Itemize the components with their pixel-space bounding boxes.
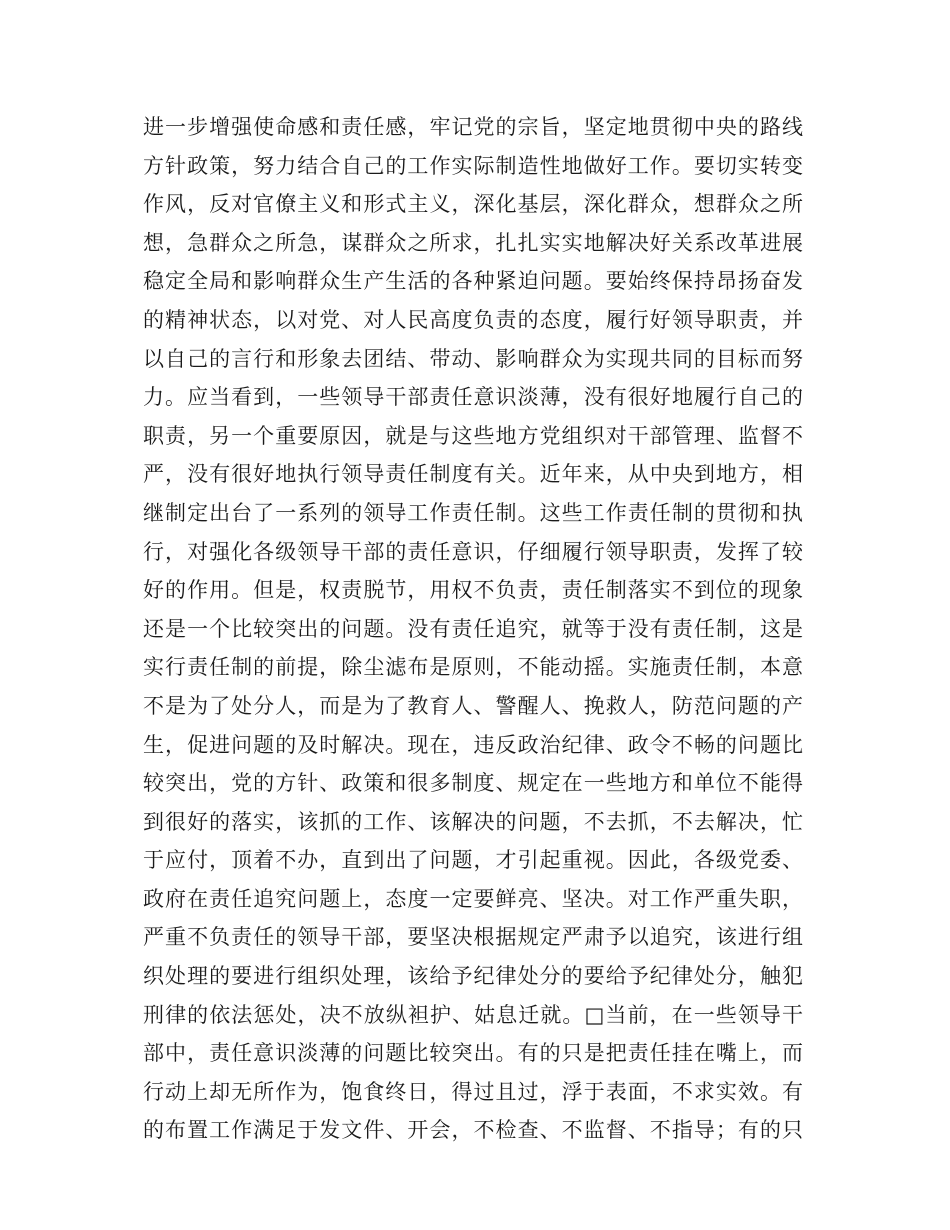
text-line: 以自己的言行和形象去团结、带动、影响群众为实现共同的目标而努 (143, 346, 803, 371)
text-line: 力。应当看到，一些领导干部责任意识淡薄，没有很好地履行自己的 (143, 385, 803, 410)
text-line: 想，急群众之所急，谋群众之所求，扎扎实实地解决好关系改革进展 (143, 230, 803, 255)
text-line: 行动上却无所作为，饱食终日，得过且过，浮于表面，不求实效。有 (143, 1079, 803, 1104)
text-line: 进一步增强使命感和责任感，牢记党的宗旨，坚定地贯彻中央的路线 (143, 115, 803, 139)
text-line: 方针政策，努力结合自己的工作实际制造性地做好工作。要切实转变 (143, 153, 803, 178)
text-line: 的精神状态，以对党、对人民高度负责的态度，履行好领导职责，并 (143, 307, 803, 332)
text-line: 政府在责任追究问题上，态度一定要鲜亮、坚决。对工作严重失职， (143, 886, 803, 911)
text-line: 行，对强化各级领导干部的责任意识，仔细履行领导职责，发挥了较 (143, 539, 803, 564)
text-line: 职责，另一个重要原因，就是与这些地方党组织对干部管理、监督不 (143, 423, 803, 448)
text-line: 织处理的要进行组织处理，该给予纪律处分的要给予纪律处分，触犯 (143, 964, 803, 989)
text-line: 严重不负责任的领导干部，要坚决根据规定严肃予以追究，该进行组 (143, 925, 803, 950)
text-line: 较突出，党的方针、政策和很多制度、规定在一些地方和单位不能得 (143, 771, 803, 796)
text-line: 到很好的落实，该抓的工作、该解决的问题，不去抓，不去解决，忙 (143, 809, 803, 834)
text-line: 生，促进问题的及时解决。现在，违反政治纪律、政令不畅的问题比 (143, 732, 803, 757)
body-paragraph (143, 108, 803, 1150)
text-line: 实行责任制的前提，除尘滤布是原则，不能动摇。实施责任制，本意 (143, 655, 803, 680)
text-line: 于应付，顶着不办，直到出了问题，才引起重视。因此，各级党委、 (143, 848, 803, 873)
text-line: 部中，责任意识淡薄的问题比较突出。有的只是把责任挂在嘴上，而 (143, 1041, 803, 1066)
text-line: 不是为了处分人，而是为了教育人、警醒人、挽救人，防范问题的产 (143, 693, 803, 718)
text-line: 继制定出台了一系列的领导工作责任制。这些工作责任制的贯彻和执 (143, 500, 803, 525)
text-line: 还是一个比较突出的问题。没有责任追究，就等于没有责任制，这是 (143, 616, 803, 641)
text-line: 好的作用。但是，权责脱节，用权不负责，责任制落实不到位的现象 (143, 578, 803, 603)
text-line: 作风，反对官僚主义和形式主义，深化基层，深化群众，想群众之所 (143, 192, 803, 217)
text-line: 的布置工作满足于发文件、开会，不检查、不监督、不指导；有的只 (143, 1118, 803, 1143)
text-line: 刑律的依法惩处，决不放纵袒护、姑息迁就。□当前，在一些领导干 (143, 1002, 803, 1027)
text-line: 严，没有很好地执行领导责任制度有关。近年来，从中央到地方，相 (143, 462, 803, 487)
text-line: 稳定全局和影响群众生产生活的各种紧迫问题。要始终保持昂扬奋发 (143, 269, 803, 294)
